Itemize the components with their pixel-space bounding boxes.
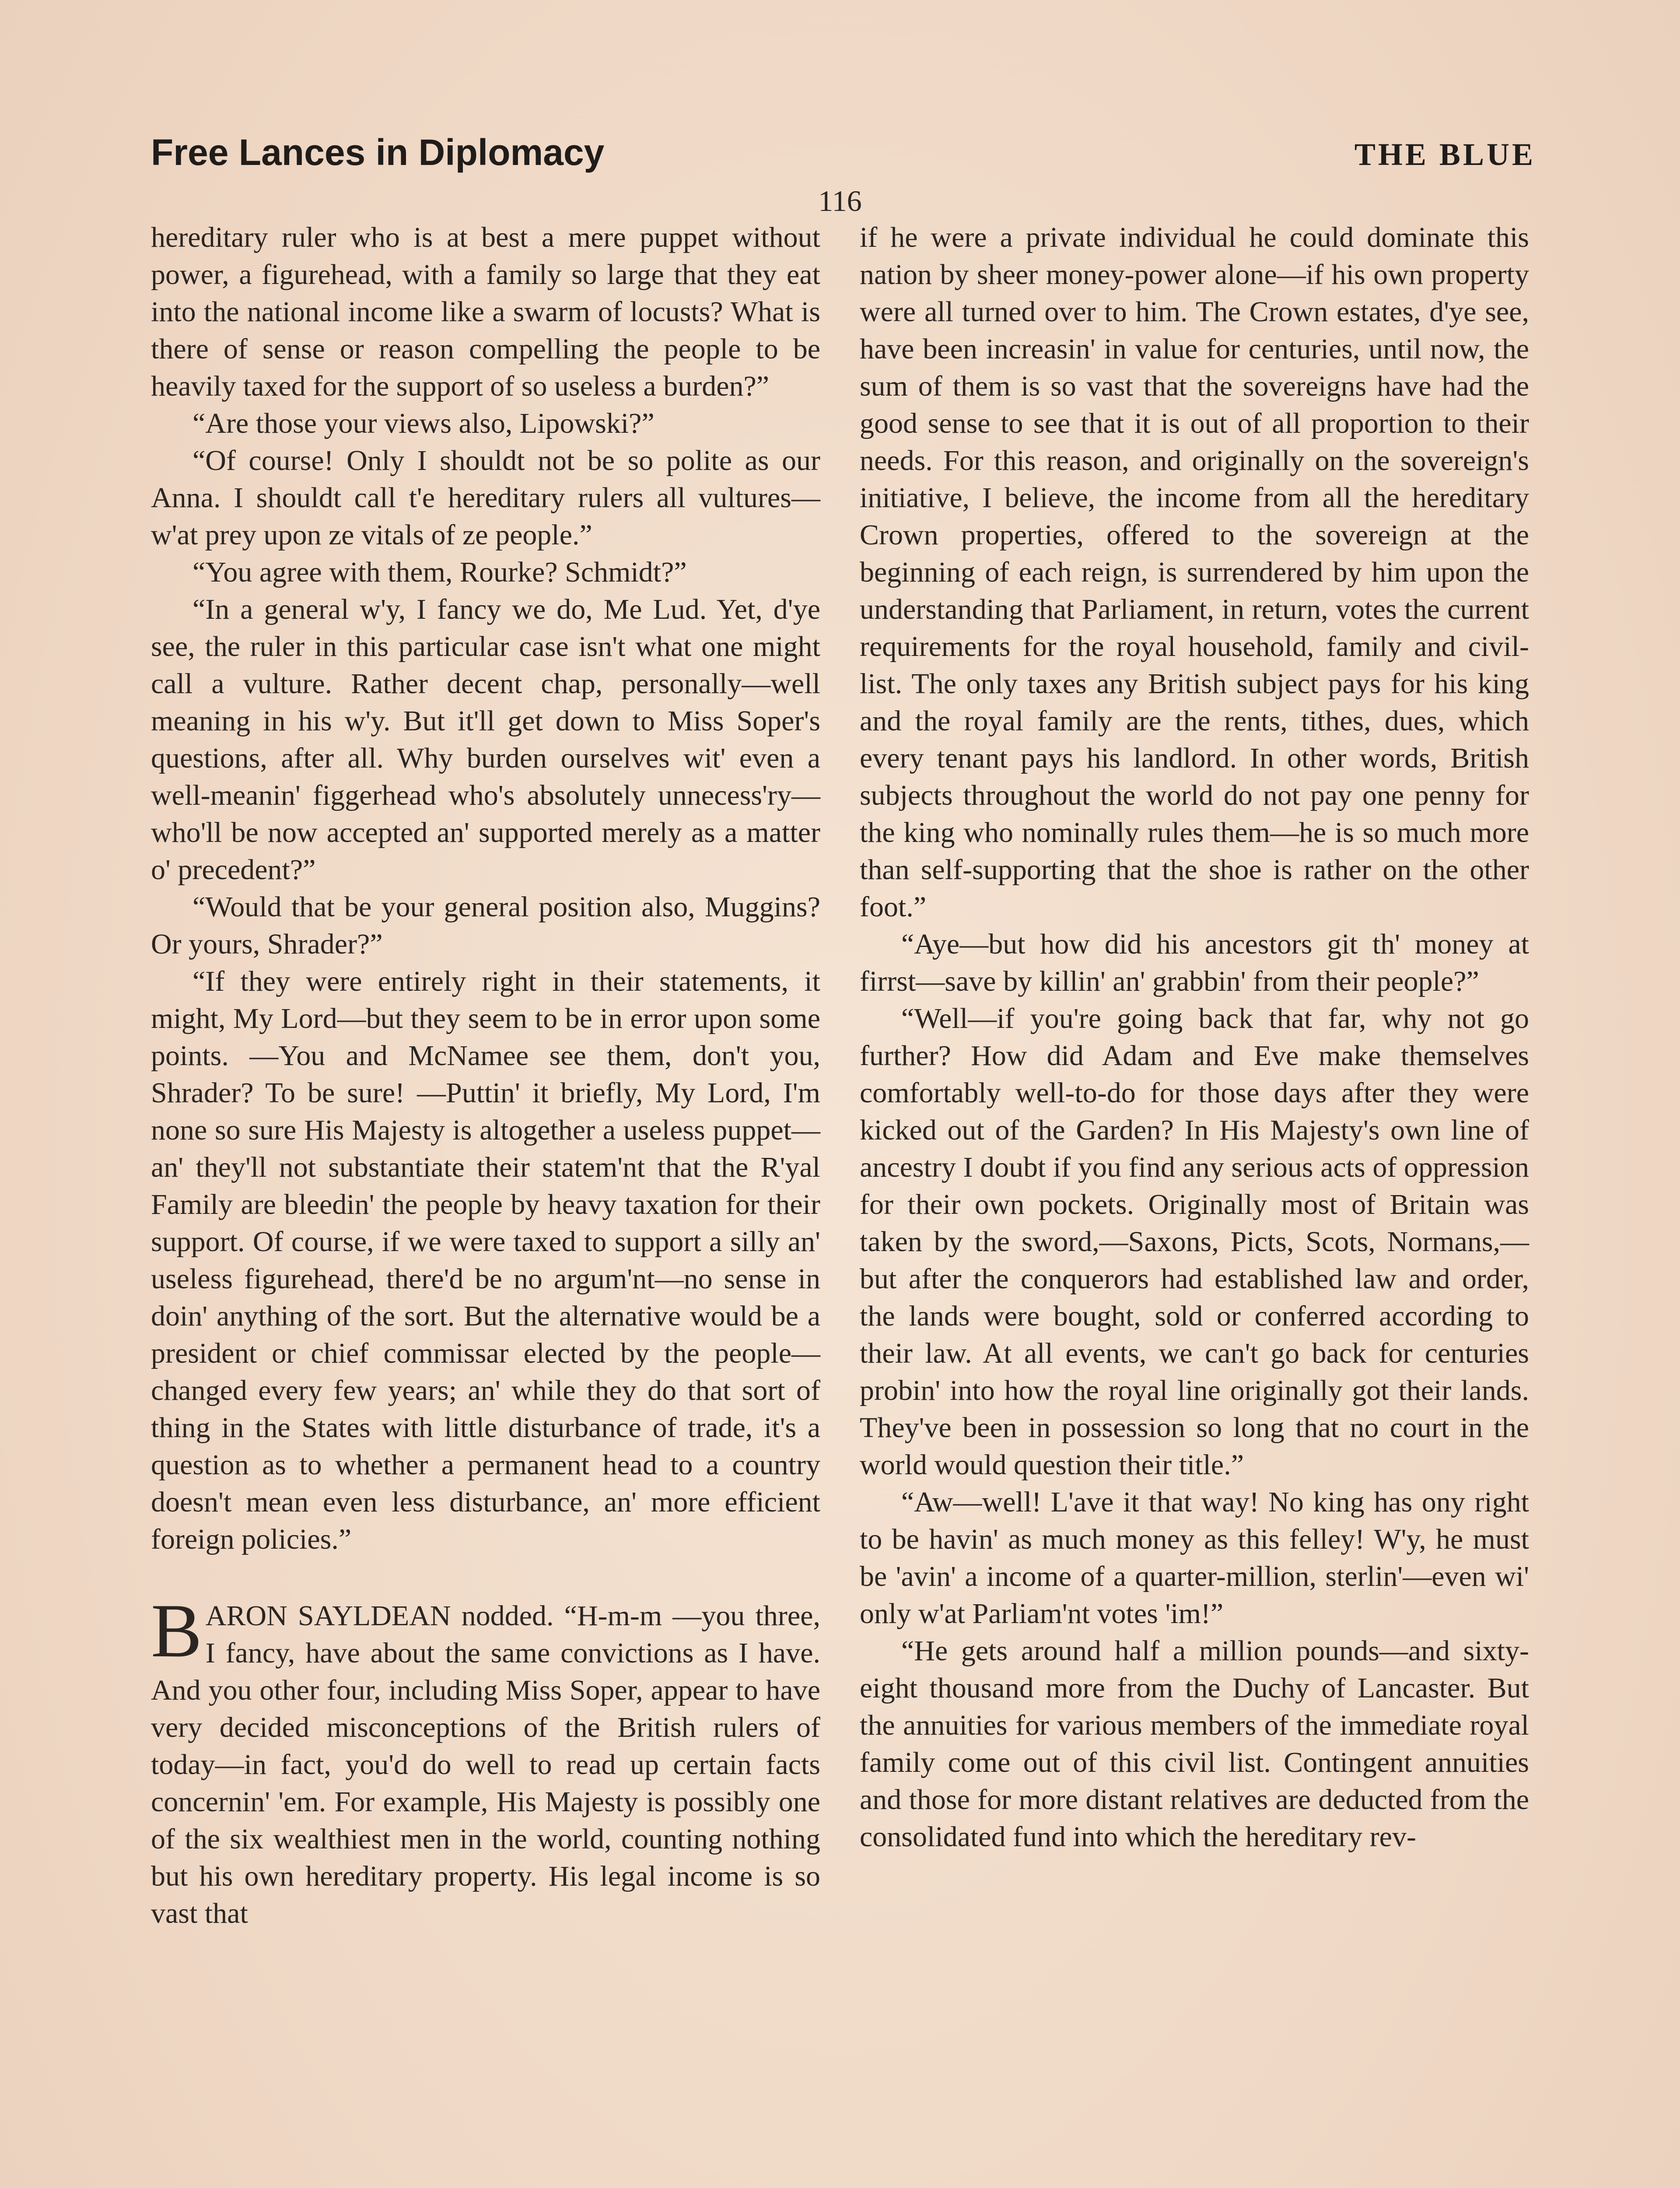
paragraph: “If they were entirely right in their statements, it might, My Lord—but they seem to be in error upon some points. —You and McNamee see them, don't you, Shrader? To be sure! —Puttin' it briefly, My Lord, I'm none so sure His Majesty is altogether a useless puppet—an' they'll not substantiate their statem'nt that the R'yal Family are bleedin' the people by heavy taxation for their support. Of course, if we were taxed to support a silly an' useless figurehead, there'd be no argum'nt—no sense in doin' anything of the sort. But the alternative would be a president or chief commissar elected by the people—changed every few years; an' while they do that sort of thing in the States with little disturbance of trade, it's a question as to whether a permanent head to a country doesn't mean even less disturbance, an' more efficient foreign policies.” [151,965,820,1555]
paragraph: “You agree with them, Rourke? Schmidt?” [192,556,687,588]
paragraph: “He gets around half a million pounds—and sixty-eight thousand more from the Duchy of Lancaster. But the annuities for various members of the immediate royal family come out of this civil list. Contingent annuities and those for more distant relatives are deducted from the consolidated fund into which the hereditary rev- [860,1635,1529,1853]
running-header [151,127,1536,193]
magazine-title: THE BLUE [1354,137,1536,172]
paragraph: “Would that be your general position also, Muggins? Or yours, Shrader?” [151,891,820,960]
drop-cap: B [151,1588,202,1673]
left-column [151,219,820,1932]
right-column [860,219,1529,1855]
paragraph: “In a general w'y, I fancy we do, Me Lud. Yet, d'ye see, the ruler in this particular case isn't what one might call a vulture. Rather decent chap, personally—well meaning in his w'y. But it'll get down to Miss Soper's questions, after all. Why burden ourselves wit' even a well-meanin' figgerhead who's absolutely unnecess'ry—who'll be now accepted an' supported merely as a matter o' precedent?” [151,593,820,886]
paragraph: “Aw—well! L'ave it that way! No king has ony right to be havin' as much money as this felley! W'y, he must be 'avin' a income of a quarter-million, sterlin'—even wi' only w'at Parliam'nt votes 'im!” [860,1486,1529,1630]
paragraph: “Are those your views also, Lipowski?” [192,407,654,439]
section-paragraph [151,1588,820,1932]
paragraph: “Of course! Only I shouldt not be so polite as our Anna. I shouldt call t'e hereditary rulers all vultures—w'at prey upon ze vitals of ze people.” [151,445,820,551]
section-text: ARON SAYLDEAN nodded. “H-m-m —you three, I fancy, have about the same convictions as I have. And you other four, including Miss Soper, appear to have very decided misconceptions of the British rulers of today—in fact, you'd do well to read up certain facts concernin' 'em. For example, His Majesty is possibly one of the six wealthiest men in the world, counting nothing but his own hereditary property. His legal income is so vast that [151,1600,820,1929]
paragraph: “Aye—but how did his ancestors git th' money at firrst—save by killin' an' grabbin' from their people?” [860,928,1529,997]
story-title: Free Lances in Diplomacy [151,132,605,173]
paragraph: “Well—if you're going back that far, why not go further? How did Adam and Eve make themselves comfortably well-to-do for those days after they were kicked out of the Garden? In His Majesty's own line of ancestry I doubt if you find any serious acts of oppression for their own pockets. Originally most of Britain was taken by the sword,—Saxons, Picts, Scots, Normans,—but after the conquerors had established law and order, the lands were bought, sold or conferred according to their law. At all events, we can't go back for centuries probin' into how the royal line originally got their lands. They've been in possession so long that no court in the world would question their title.” [860,1003,1529,1481]
page-number: 116 [818,184,862,217]
paragraph: if he were a private individual he could dominate this nation by sheer money-power alone—if his own property were all turned over to him. The Crown estates, d'ye see, have been increasin' in value for centuries, until now, the sum of them is so vast that the sovereigns have had the good sense to see that it is out of all proportion to their needs. For this reason, and originally on the sovereign's initiative, I believe, the income from all the hereditary Crown properties, offered to the sovereign at the beginning of each reign, is surrendered by him upon the understanding that Parliament, in return, votes the current requirements for the royal household, family and civil-list. The only taxes any British subject pays for his king and the royal family are the rents, tithes, dues, which every tenant pays his landlord. In other words, British subjects throughout the world do not pay one penny for the king who nominally rules them—he is so much more than self-supporting that the shoe is rather on the other foot.” [860,221,1529,923]
paragraph: hereditary ruler who is at best a mere puppet without power, a figurehead, with a family so large that they eat into the national income like a swarm of locusts? What is there of sense or reason compelling the people to be heavily taxed for the support of so useless a burden?” [151,221,820,402]
